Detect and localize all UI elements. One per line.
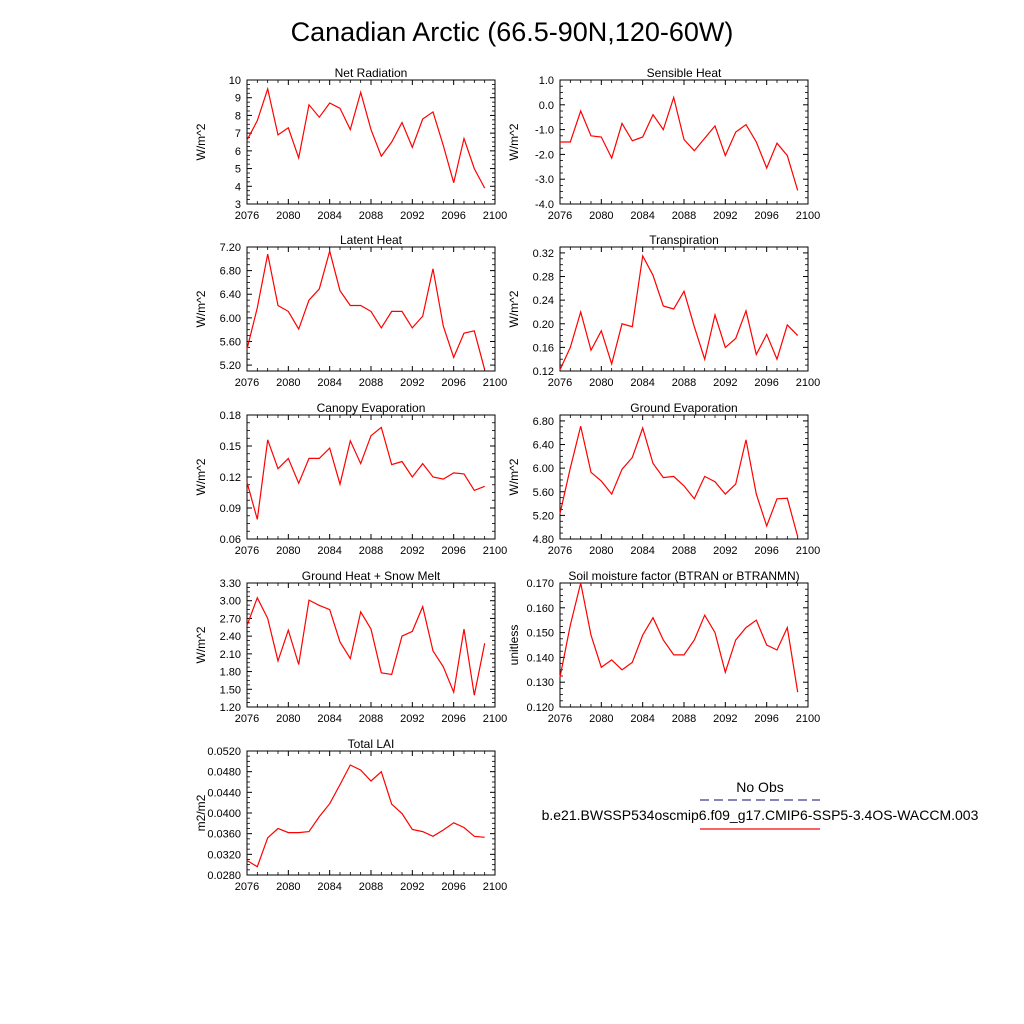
y-tick-label: 6.40 bbox=[532, 439, 554, 452]
x-tick-label: 2096 bbox=[441, 545, 466, 557]
panel-title: Net Radiation bbox=[334, 66, 408, 80]
y-tick-label: 0.0440 bbox=[207, 787, 241, 800]
series-line bbox=[247, 598, 485, 695]
y-tick-label: 1.20 bbox=[219, 702, 241, 714]
y-tick-label: 6.80 bbox=[219, 265, 241, 278]
y-tick-label: 7 bbox=[234, 128, 241, 141]
y-tick-label: 0.0400 bbox=[207, 808, 241, 820]
x-tick-label: 2088 bbox=[358, 881, 384, 893]
x-tick-label: 2076 bbox=[234, 713, 260, 725]
legend-obs-label: No Obs bbox=[736, 779, 784, 795]
series-line bbox=[560, 97, 798, 190]
x-tick-label: 2084 bbox=[630, 210, 655, 222]
y-tick-label: 5 bbox=[234, 163, 241, 176]
y-tick-label: 5.20 bbox=[219, 360, 241, 373]
y-axis-label: m2/m2 bbox=[194, 794, 208, 832]
y-axis-label: unitless bbox=[507, 624, 521, 666]
x-tick-label: 2100 bbox=[482, 713, 508, 725]
y-tick-label: 3.00 bbox=[219, 595, 241, 608]
y-tick-label: 2.40 bbox=[219, 631, 241, 644]
x-tick-label: 2100 bbox=[795, 545, 821, 557]
series-line bbox=[247, 765, 485, 867]
panel-title: Ground Evaporation bbox=[630, 401, 738, 415]
y-tick-label: 5.60 bbox=[219, 336, 241, 349]
x-tick-label: 2088 bbox=[358, 377, 384, 389]
x-tick-label: 2096 bbox=[441, 210, 466, 222]
plot-frame bbox=[247, 583, 495, 707]
x-tick-label: 2080 bbox=[276, 210, 301, 222]
plot-frame bbox=[560, 80, 808, 204]
x-tick-label: 2100 bbox=[482, 881, 508, 893]
y-tick-label: 0.18 bbox=[219, 410, 241, 422]
y-tick-label: 8 bbox=[234, 110, 241, 123]
panel-title: Canopy Evaporation bbox=[316, 401, 426, 415]
y-tick-label: 5.60 bbox=[532, 486, 554, 499]
series-line bbox=[560, 256, 798, 370]
x-tick-label: 2076 bbox=[547, 713, 573, 725]
y-tick-label: 0.0280 bbox=[207, 870, 241, 882]
y-tick-label: 3.30 bbox=[219, 578, 241, 590]
y-tick-label: 0.0320 bbox=[207, 849, 241, 862]
panel-7 bbox=[194, 569, 507, 725]
panel-3 bbox=[194, 233, 507, 389]
x-tick-label: 2092 bbox=[713, 210, 738, 222]
y-tick-label: 3 bbox=[234, 199, 241, 211]
x-tick-label: 2092 bbox=[400, 545, 425, 557]
x-tick-label: 2092 bbox=[713, 713, 738, 725]
series-line bbox=[247, 251, 485, 370]
x-tick-label: 2092 bbox=[713, 545, 738, 557]
y-tick-label: 0.06 bbox=[219, 534, 241, 546]
y-tick-label: 0.28 bbox=[532, 271, 554, 284]
x-tick-label: 2092 bbox=[400, 210, 425, 222]
x-tick-label: 2088 bbox=[358, 713, 384, 725]
x-tick-label: 2080 bbox=[276, 713, 301, 725]
x-tick-label: 2088 bbox=[671, 545, 697, 557]
panel-title: Latent Heat bbox=[339, 233, 403, 247]
x-tick-label: 2096 bbox=[754, 210, 779, 222]
x-tick-label: 2084 bbox=[317, 713, 342, 725]
x-tick-label: 2084 bbox=[317, 377, 342, 389]
series-line bbox=[247, 427, 485, 519]
y-tick-label: 0.20 bbox=[532, 318, 554, 331]
x-tick-label: 2092 bbox=[713, 377, 738, 389]
y-tick-label: 2.70 bbox=[219, 613, 241, 626]
x-tick-label: 2076 bbox=[234, 881, 260, 893]
y-axis-label: W/m^2 bbox=[507, 123, 521, 161]
y-tick-label: 6 bbox=[234, 145, 241, 158]
y-tick-label: 1.80 bbox=[219, 666, 241, 679]
y-tick-label: 0.120 bbox=[526, 702, 554, 714]
x-tick-label: 2100 bbox=[482, 377, 508, 389]
panel-4 bbox=[507, 233, 820, 389]
y-tick-label: -1.0 bbox=[535, 124, 554, 137]
y-tick-label: 0.0520 bbox=[207, 746, 241, 758]
x-tick-label: 2084 bbox=[630, 713, 655, 725]
x-tick-label: 2088 bbox=[358, 545, 384, 557]
x-tick-label: 2096 bbox=[754, 377, 779, 389]
panel-1 bbox=[194, 66, 507, 222]
y-tick-label: 0.32 bbox=[532, 247, 554, 260]
x-tick-label: 2084 bbox=[317, 881, 342, 893]
x-tick-label: 2100 bbox=[795, 210, 821, 222]
y-tick-label: 0.0480 bbox=[207, 766, 241, 779]
y-tick-label: 0.140 bbox=[526, 652, 554, 665]
legend-model-label: b.e21.BWSSP534oscmip6.f09_g17.CMIP6-SSP5-3.4OS-WACCM.003 bbox=[541, 807, 979, 823]
x-tick-label: 2076 bbox=[234, 210, 260, 222]
x-tick-label: 2076 bbox=[547, 210, 573, 222]
x-tick-label: 2076 bbox=[547, 545, 573, 557]
x-tick-label: 2084 bbox=[630, 545, 655, 557]
panel-8 bbox=[507, 569, 820, 725]
x-tick-label: 2080 bbox=[589, 713, 614, 725]
y-axis-label: W/m^2 bbox=[194, 123, 208, 161]
x-tick-label: 2096 bbox=[441, 881, 466, 893]
x-tick-label: 2088 bbox=[671, 210, 697, 222]
panel-6 bbox=[507, 401, 820, 557]
x-tick-label: 2100 bbox=[795, 377, 821, 389]
plot-frame bbox=[560, 583, 808, 707]
y-tick-label: 0.09 bbox=[219, 503, 241, 515]
y-tick-label: 4.80 bbox=[532, 534, 554, 546]
y-axis-label: W/m^2 bbox=[507, 290, 521, 328]
y-tick-label: -2.0 bbox=[535, 149, 554, 162]
y-tick-label: 1.0 bbox=[538, 75, 554, 87]
x-tick-label: 2100 bbox=[795, 713, 821, 725]
y-tick-label: 0.0 bbox=[538, 99, 554, 112]
x-tick-label: 2092 bbox=[400, 881, 425, 893]
panel-title: Transpiration bbox=[649, 233, 719, 247]
panel-title: Soil moisture factor (BTRAN or BTRANMN) bbox=[568, 569, 800, 583]
y-tick-label: 0.12 bbox=[219, 472, 241, 484]
panel-9 bbox=[194, 737, 507, 893]
y-tick-label: 4 bbox=[234, 181, 241, 194]
plot-frame bbox=[247, 80, 495, 204]
y-tick-label: 0.0360 bbox=[207, 828, 241, 841]
x-tick-label: 2080 bbox=[589, 545, 614, 557]
panel-title: Sensible Heat bbox=[646, 66, 722, 80]
x-tick-label: 2080 bbox=[589, 377, 614, 389]
x-tick-label: 2096 bbox=[754, 545, 779, 557]
plot-frame bbox=[247, 751, 495, 875]
x-tick-label: 2076 bbox=[234, 545, 260, 557]
y-tick-label: 6.00 bbox=[532, 463, 554, 476]
panel-title: Ground Heat + Snow Melt bbox=[301, 569, 441, 583]
figure-title: Canadian Arctic (66.5-90N,120-60W) bbox=[290, 17, 734, 47]
x-tick-label: 2092 bbox=[400, 377, 425, 389]
y-tick-label: -3.0 bbox=[535, 174, 554, 187]
y-tick-label: 6.00 bbox=[219, 312, 241, 325]
x-tick-label: 2076 bbox=[547, 377, 573, 389]
x-tick-label: 2092 bbox=[400, 713, 425, 725]
y-tick-label: 0.160 bbox=[526, 602, 554, 615]
x-tick-label: 2084 bbox=[317, 545, 342, 557]
x-tick-label: 2084 bbox=[317, 210, 342, 222]
series-line bbox=[247, 89, 485, 188]
y-tick-label: 0.150 bbox=[526, 627, 554, 640]
y-tick-label: 5.20 bbox=[532, 510, 554, 523]
x-tick-label: 2096 bbox=[441, 713, 466, 725]
panel-title: Total LAI bbox=[347, 737, 395, 751]
x-tick-label: 2096 bbox=[441, 377, 466, 389]
x-tick-label: 2080 bbox=[276, 881, 301, 893]
panel-2 bbox=[507, 66, 820, 222]
y-tick-label: 7.20 bbox=[219, 242, 241, 254]
y-tick-label: -4.0 bbox=[535, 199, 554, 211]
series-line bbox=[560, 426, 798, 536]
x-tick-label: 2100 bbox=[482, 210, 508, 222]
plot-frame bbox=[247, 415, 495, 539]
y-tick-label: 6.80 bbox=[532, 415, 554, 428]
x-tick-label: 2100 bbox=[482, 545, 508, 557]
x-tick-label: 2080 bbox=[589, 210, 614, 222]
x-tick-label: 2088 bbox=[358, 210, 384, 222]
y-tick-label: 10 bbox=[228, 75, 241, 87]
panels bbox=[194, 66, 820, 893]
x-tick-label: 2088 bbox=[671, 377, 697, 389]
y-tick-label: 6.40 bbox=[219, 289, 241, 302]
y-tick-label: 0.12 bbox=[532, 366, 554, 378]
y-tick-label: 1.50 bbox=[219, 684, 241, 697]
x-tick-label: 2076 bbox=[234, 377, 260, 389]
plot-frame bbox=[560, 247, 808, 371]
y-tick-label: 0.16 bbox=[532, 342, 554, 355]
panel-5 bbox=[194, 401, 507, 557]
x-tick-label: 2080 bbox=[276, 377, 301, 389]
y-axis-label: W/m^2 bbox=[507, 458, 521, 496]
y-tick-label: 0.130 bbox=[526, 677, 554, 690]
y-tick-label: 0.24 bbox=[532, 295, 554, 308]
y-tick-label: 0.15 bbox=[219, 441, 241, 453]
x-tick-label: 2096 bbox=[754, 713, 779, 725]
y-tick-label: 9 bbox=[234, 92, 241, 105]
y-tick-label: 2.10 bbox=[219, 648, 241, 661]
legend bbox=[542, 779, 979, 829]
y-tick-label: 0.170 bbox=[526, 578, 554, 590]
x-tick-label: 2084 bbox=[630, 377, 655, 389]
y-axis-label: W/m^2 bbox=[194, 290, 208, 328]
x-tick-label: 2088 bbox=[671, 713, 697, 725]
series-line bbox=[560, 583, 798, 692]
y-axis-label: W/m^2 bbox=[194, 626, 208, 664]
y-axis-label: W/m^2 bbox=[194, 458, 208, 496]
x-tick-label: 2080 bbox=[276, 545, 301, 557]
